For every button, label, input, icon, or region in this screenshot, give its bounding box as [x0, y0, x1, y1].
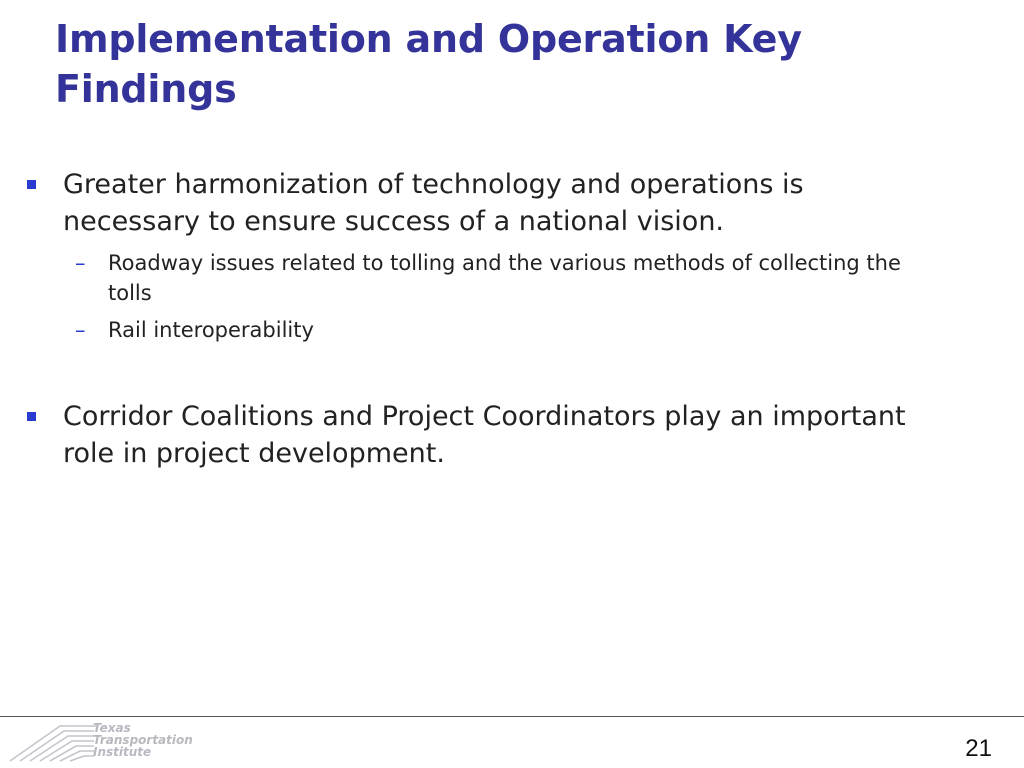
- sub-bullet-text: Roadway issues related to tolling and the various methods of collecting the tolls: [108, 251, 901, 305]
- sub-bullet-text: Rail interoperability: [108, 318, 314, 342]
- bullet-item: [0, 166, 923, 240]
- sub-bullet-item: [0, 248, 908, 308]
- bullet-text: Greater harmonization of technology and operations is necessary to ensure success of a national vision.: [63, 169, 804, 237]
- spacer: [0, 345, 1024, 398]
- footer-divider: [0, 716, 1024, 717]
- logo-wordmark: [93, 722, 193, 758]
- bullet-item: [0, 398, 923, 472]
- square-bullet-icon: [27, 412, 36, 421]
- logo-line: Texas: [93, 721, 131, 735]
- sub-bullet-list: [0, 248, 1024, 345]
- dash-bullet-icon: –: [75, 251, 86, 275]
- dash-bullet-icon: –: [75, 318, 86, 342]
- logo-line: Institute: [93, 745, 152, 759]
- logo-line: Transportation: [93, 733, 193, 747]
- square-bullet-icon: [27, 180, 36, 189]
- sub-bullet-item: [0, 315, 908, 345]
- slide-title: Implementation and Operation Key Findings: [55, 17, 802, 111]
- page-number: 21: [965, 735, 992, 762]
- bullet-text: Corridor Coalitions and Project Coordinators play an important role in project development.: [63, 401, 906, 469]
- slide-content: [0, 166, 1024, 472]
